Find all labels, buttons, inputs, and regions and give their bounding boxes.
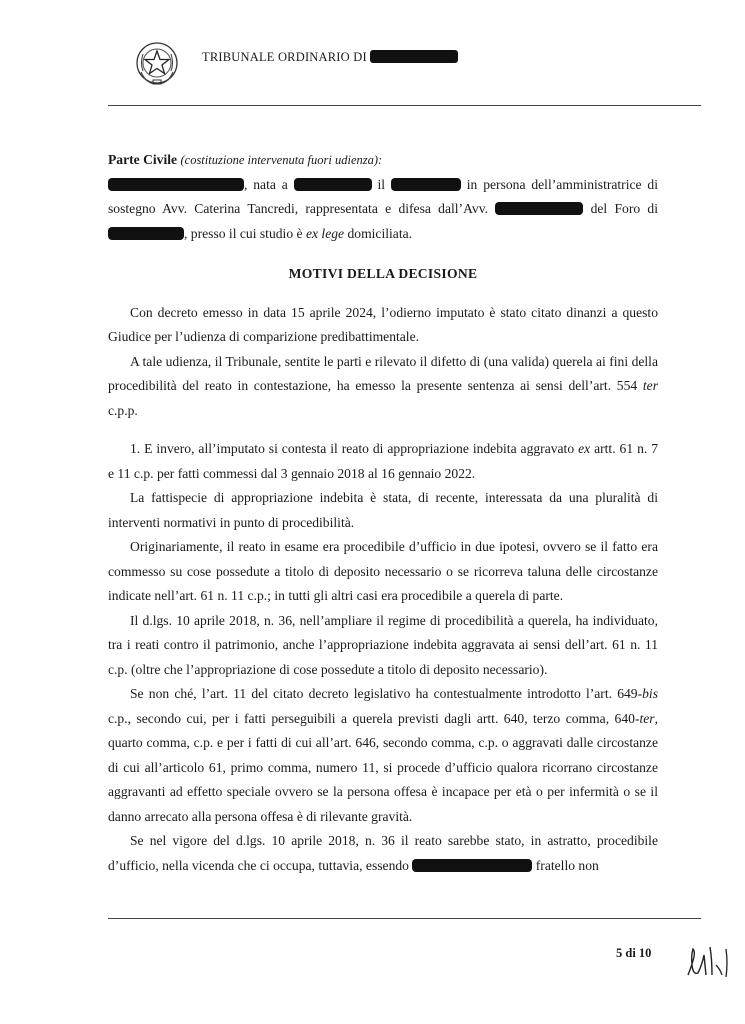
italian-republic-emblem-icon xyxy=(132,38,182,88)
parte-civile-details xyxy=(108,173,658,247)
text-span: del Foro di xyxy=(590,201,658,216)
text-span: , presso il cui studio è xyxy=(184,225,303,241)
redaction-bar xyxy=(495,202,583,215)
text-span: c.p.p. xyxy=(108,402,138,418)
paragraph xyxy=(108,682,658,829)
court-header xyxy=(202,50,458,65)
text-span: artt. 61 n. 7 e 11 c.p. per fatti commessi dal 3 gennaio 2018 al 16 gennaio 2022. xyxy=(108,441,658,481)
text-span: A tale udienza, il Tribunale, sentite le parti e rilevato il difetto di (una valida) querela ai fini della procedibilità del reato in contestazione, ha emesso la presente sentenza ai sensi dell’art. 554 xyxy=(108,353,658,393)
paragraph: Il d.lgs. 10 aprile 2018, n. 36, nell’ampliare il regime di procedibilità a querela, ha individuato, tra i reati contro il patrimonio, anche l’appropriazione indebita aggravata ai sensi dell’art. 61 n. 11 c.p. (oltre che l’appropriazione di cose possedute a titolo di deposito necessario). xyxy=(108,612,658,677)
text-span: , quarto comma, c.p. e per i fatti di cui all’art. 646, secondo comma, c.p. o aggravati dalle circostanze di cui all’articolo 61, primo comma, numero 11, si procede d’ufficio qualora ricorrano circostanze aggravanti ad effetto speciale ovvero se la persona offesa è incapace per età o per infermità o se il danno arrecato alla persona offesa è di rilevante gravità. xyxy=(108,710,658,824)
text-span: ter xyxy=(639,710,655,726)
redaction-bar xyxy=(294,178,372,191)
header-divider xyxy=(108,105,701,106)
footer-divider xyxy=(108,918,701,919)
section-title: MOTIVI DELLA DECISIONE xyxy=(288,266,478,281)
paragraph xyxy=(108,829,658,878)
parte-civile-heading xyxy=(108,148,658,173)
text-span: bis xyxy=(642,686,658,701)
text-span: 1. E invero, all’imputato si contesta il reato di appropriazione indebita aggravato xyxy=(130,441,575,456)
document-body xyxy=(108,148,658,878)
redaction-bar xyxy=(108,227,184,240)
paragraph: Originariamente, il reato in esame era procedibile d’ufficio in due ipotesi, ovvero se il fatto era commesso su cose possedute a titolo di deposito necessario o se ricorreva taluna delle circostanze indicate nell’art. 61 n. 11 c.p.; in tutti gli altri casi era procedibile a querela di parte. xyxy=(108,539,658,603)
redaction-bar xyxy=(108,178,244,191)
text-span: il xyxy=(377,176,386,192)
text-span: c.p., secondo cui, per i fatti perseguibili a querela previsti dagli artt. 640, terzo comma, 640- xyxy=(108,710,640,726)
text-span: ex xyxy=(578,441,591,456)
text-span: Se non ché, l’art. 11 del citato decreto legislativo ha contestualmente introdotto l’art. 649- xyxy=(130,686,643,701)
court-name: TRIBUNALE ORDINARIO DI xyxy=(202,50,367,64)
paragraph: Con decreto emesso in data 15 aprile 2024, l’odierno imputato è stato citato dinanzi a questo Giudice per l’udienza di comparizione predibattimentale. xyxy=(108,304,658,344)
handwritten-signature-icon xyxy=(682,935,734,983)
page-number: 5 di 10 xyxy=(616,946,652,960)
parte-civile-note: (costituzione intervenuta fuori udienza): xyxy=(180,153,383,167)
paragraph xyxy=(108,350,658,424)
redaction-bar xyxy=(391,178,461,191)
parte-civile-label: Parte Civile xyxy=(108,152,178,167)
text-span: Se nel vigore del d.lgs. 10 aprile 2018, n. 36 il reato sarebbe stato, in astratto, procedibile d’ufficio, nella vicenda che ci occupa, tuttavia, essendo xyxy=(108,833,658,873)
text-span: domiciliata. xyxy=(347,225,413,241)
redaction-bar xyxy=(370,50,458,63)
paragraph xyxy=(108,437,658,486)
text-span: , nata a xyxy=(244,176,288,192)
text-span: ter xyxy=(642,378,658,393)
paragraph: La fattispecie di appropriazione indebita è stata, di recente, interessata da una pluralità di interventi normativi in punto di procedibilità. xyxy=(108,490,658,530)
text-span: fratello non xyxy=(535,857,599,873)
text-span: in persona dell’amministratrice di xyxy=(466,176,658,192)
text-span: ex lege xyxy=(305,225,345,241)
text-span: sostegno Avv. Caterina Tancredi, rappresentata e difesa dall’Avv. xyxy=(108,201,489,216)
redaction-bar xyxy=(412,859,532,872)
